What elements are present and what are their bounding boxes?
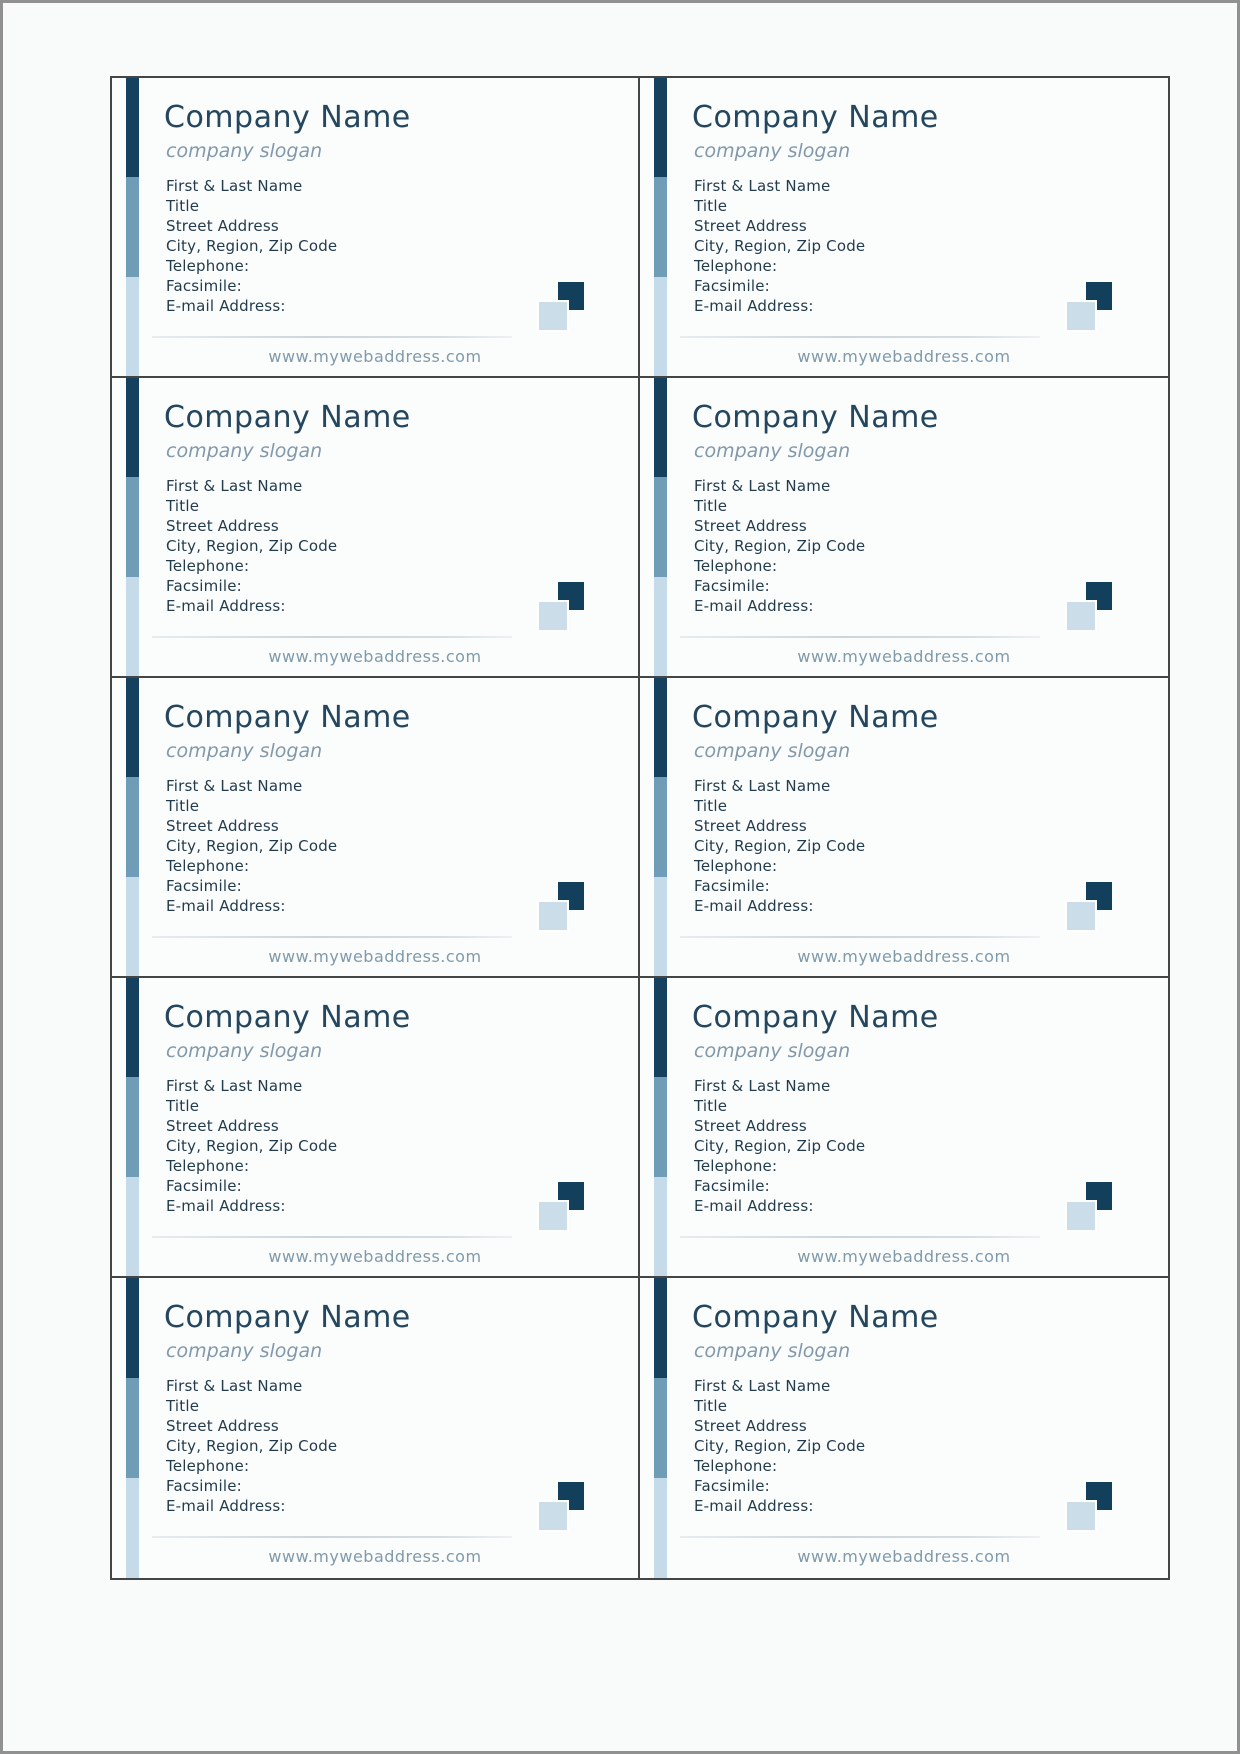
contact-line-street: Street Address [166, 1117, 279, 1135]
contact-line-city: City, Region, Zip Code [166, 837, 338, 855]
stripe-dark-segment [654, 378, 667, 477]
stripe-light-segment [126, 877, 139, 976]
contact-line-telephone: Telephone: [694, 257, 778, 275]
contact-block [694, 176, 865, 316]
contact-line-title: Title [694, 797, 728, 815]
stripe-dark-segment [126, 378, 139, 477]
contact-line-city: City, Region, Zip Code [166, 1437, 338, 1455]
company-name: Company Name [164, 400, 411, 435]
contact-line-facsimile: Facsimile: [694, 577, 770, 595]
business-card [112, 78, 640, 378]
square-light-decoration [537, 900, 569, 932]
stripe-medium-segment [654, 1077, 667, 1176]
stripe-medium-segment [654, 777, 667, 876]
square-light-decoration [1065, 600, 1097, 632]
divider-line [152, 636, 512, 638]
contact-line-facsimile: Facsimile: [694, 277, 770, 295]
stripe-light-segment [654, 1177, 667, 1276]
company-slogan: company slogan [166, 1340, 323, 1362]
contact-line-title: Title [694, 497, 728, 515]
stripe-dark-segment [126, 978, 139, 1077]
company-slogan: company slogan [166, 440, 323, 462]
contact-line-title: Title [166, 197, 200, 215]
contact-line-street: Street Address [694, 1417, 807, 1435]
contact-block [694, 1076, 865, 1216]
company-name: Company Name [692, 1300, 939, 1335]
contact-line-facsimile: Facsimile: [166, 1177, 242, 1195]
contact-line-email: E-mail Address: [694, 1497, 814, 1515]
company-name: Company Name [692, 1000, 939, 1035]
stripe-medium-segment [126, 477, 139, 576]
contact-line-street: Street Address [166, 217, 279, 235]
contact-line-telephone: Telephone: [694, 1457, 778, 1475]
stripe-medium-segment [654, 177, 667, 276]
contact-line-telephone: Telephone: [166, 857, 250, 875]
stripe-dark-segment [654, 1278, 667, 1378]
business-card [112, 1278, 640, 1578]
contact-line-street: Street Address [694, 217, 807, 235]
contact-line-city: City, Region, Zip Code [694, 537, 866, 555]
stripe-medium-segment [126, 1077, 139, 1176]
contact-line-name: First & Last Name [694, 1377, 831, 1395]
contact-line-email: E-mail Address: [694, 297, 814, 315]
stripe-light-segment [126, 1478, 139, 1578]
company-name: Company Name [164, 100, 411, 135]
contact-block [166, 1076, 337, 1216]
accent-stripe [126, 978, 139, 1276]
square-light-decoration [1065, 300, 1097, 332]
contact-line-name: First & Last Name [166, 1077, 303, 1095]
company-name: Company Name [164, 700, 411, 735]
accent-stripe [654, 1278, 667, 1578]
contact-line-street: Street Address [166, 1417, 279, 1435]
business-card [112, 978, 640, 1278]
contact-line-telephone: Telephone: [694, 857, 778, 875]
contact-line-title: Title [166, 1097, 200, 1115]
contact-line-name: First & Last Name [166, 777, 303, 795]
company-slogan: company slogan [694, 440, 851, 462]
divider-line [152, 1236, 512, 1238]
contact-line-email: E-mail Address: [694, 1197, 814, 1215]
company-slogan: company slogan [166, 740, 323, 762]
accent-stripe [654, 978, 667, 1276]
website-url: www.mywebaddress.com [797, 347, 1011, 366]
stripe-medium-segment [126, 777, 139, 876]
accent-stripe [654, 78, 667, 376]
stripe-dark-segment [654, 78, 667, 177]
accent-stripe [654, 678, 667, 976]
contact-line-name: First & Last Name [694, 177, 831, 195]
card-grid [110, 76, 1170, 1580]
divider-line [152, 936, 512, 938]
contact-line-telephone: Telephone: [694, 1157, 778, 1175]
contact-line-title: Title [166, 1397, 200, 1415]
business-card [640, 978, 1168, 1278]
stripe-dark-segment [126, 678, 139, 777]
contact-line-name: First & Last Name [694, 1077, 831, 1095]
contact-line-title: Title [166, 497, 200, 515]
contact-line-telephone: Telephone: [694, 557, 778, 575]
company-name: Company Name [692, 100, 939, 135]
stripe-dark-segment [126, 78, 139, 177]
contact-line-telephone: Telephone: [166, 557, 250, 575]
square-light-decoration [537, 300, 569, 332]
stripe-light-segment [126, 1177, 139, 1276]
accent-stripe [126, 378, 139, 676]
contact-line-email: E-mail Address: [166, 597, 286, 615]
contact-block [166, 776, 337, 916]
accent-stripe [654, 378, 667, 676]
stripe-light-segment [126, 277, 139, 376]
contact-block [166, 176, 337, 316]
website-url: www.mywebaddress.com [268, 647, 482, 666]
divider-line [680, 336, 1040, 338]
stripe-dark-segment [126, 1278, 139, 1378]
website-url: www.mywebaddress.com [797, 947, 1011, 966]
contact-block [694, 476, 865, 616]
website-url: www.mywebaddress.com [797, 647, 1011, 666]
square-light-decoration [537, 1200, 569, 1232]
contact-line-city: City, Region, Zip Code [694, 1437, 866, 1455]
business-card [640, 378, 1168, 678]
website-url: www.mywebaddress.com [268, 1547, 482, 1566]
company-slogan: company slogan [694, 740, 851, 762]
contact-line-city: City, Region, Zip Code [166, 237, 338, 255]
contact-line-name: First & Last Name [694, 777, 831, 795]
contact-line-city: City, Region, Zip Code [166, 537, 338, 555]
square-light-decoration [1065, 1500, 1097, 1532]
contact-line-title: Title [166, 797, 200, 815]
contact-line-facsimile: Facsimile: [694, 1477, 770, 1495]
stripe-light-segment [126, 577, 139, 676]
divider-line [680, 1236, 1040, 1238]
website-url: www.mywebaddress.com [797, 1247, 1011, 1266]
company-name: Company Name [692, 400, 939, 435]
accent-stripe [126, 678, 139, 976]
contact-block [166, 1376, 337, 1516]
contact-line-name: First & Last Name [166, 477, 303, 495]
contact-line-street: Street Address [694, 1117, 807, 1135]
contact-line-city: City, Region, Zip Code [694, 237, 866, 255]
contact-line-name: First & Last Name [166, 1377, 303, 1395]
accent-stripe [126, 1278, 139, 1578]
website-url: www.mywebaddress.com [268, 1247, 482, 1266]
contact-line-email: E-mail Address: [166, 1197, 286, 1215]
contact-line-facsimile: Facsimile: [166, 877, 242, 895]
contact-line-name: First & Last Name [694, 477, 831, 495]
company-slogan: company slogan [166, 140, 323, 162]
contact-block [694, 776, 865, 916]
contact-line-name: First & Last Name [166, 177, 303, 195]
contact-block [694, 1376, 865, 1516]
contact-line-street: Street Address [166, 817, 279, 835]
divider-line [680, 1536, 1040, 1538]
company-slogan: company slogan [694, 1040, 851, 1062]
company-name: Company Name [692, 700, 939, 735]
contact-line-telephone: Telephone: [166, 1457, 250, 1475]
divider-line [152, 336, 512, 338]
contact-line-facsimile: Facsimile: [166, 1477, 242, 1495]
stripe-light-segment [654, 277, 667, 376]
contact-line-telephone: Telephone: [166, 1157, 250, 1175]
contact-line-facsimile: Facsimile: [166, 577, 242, 595]
contact-line-email: E-mail Address: [166, 297, 286, 315]
contact-line-email: E-mail Address: [166, 897, 286, 915]
business-card [640, 1278, 1168, 1578]
stripe-light-segment [654, 577, 667, 676]
contact-line-city: City, Region, Zip Code [694, 1137, 866, 1155]
company-slogan: company slogan [694, 1340, 851, 1362]
contact-line-email: E-mail Address: [694, 597, 814, 615]
company-slogan: company slogan [694, 140, 851, 162]
stripe-light-segment [654, 877, 667, 976]
square-light-decoration [537, 1500, 569, 1532]
contact-line-street: Street Address [694, 517, 807, 535]
website-url: www.mywebaddress.com [797, 1547, 1011, 1566]
stripe-medium-segment [126, 1378, 139, 1478]
contact-line-facsimile: Facsimile: [166, 277, 242, 295]
divider-line [152, 1536, 512, 1538]
contact-line-facsimile: Facsimile: [694, 1177, 770, 1195]
contact-line-city: City, Region, Zip Code [694, 837, 866, 855]
contact-line-email: E-mail Address: [166, 1497, 286, 1515]
business-card [640, 78, 1168, 378]
contact-line-street: Street Address [166, 517, 279, 535]
stripe-dark-segment [654, 678, 667, 777]
company-slogan: company slogan [166, 1040, 323, 1062]
website-url: www.mywebaddress.com [268, 947, 482, 966]
business-card [112, 378, 640, 678]
divider-line [680, 636, 1040, 638]
contact-line-title: Title [694, 1397, 728, 1415]
square-light-decoration [537, 600, 569, 632]
company-name: Company Name [164, 1000, 411, 1035]
square-light-decoration [1065, 1200, 1097, 1232]
contact-block [166, 476, 337, 616]
stripe-light-segment [654, 1478, 667, 1578]
contact-line-telephone: Telephone: [166, 257, 250, 275]
company-name: Company Name [164, 1300, 411, 1335]
business-card [112, 678, 640, 978]
website-url: www.mywebaddress.com [268, 347, 482, 366]
stripe-medium-segment [654, 477, 667, 576]
contact-line-city: City, Region, Zip Code [166, 1137, 338, 1155]
square-light-decoration [1065, 900, 1097, 932]
divider-line [680, 936, 1040, 938]
accent-stripe [126, 78, 139, 376]
business-card [640, 678, 1168, 978]
contact-line-title: Title [694, 1097, 728, 1115]
stripe-dark-segment [654, 978, 667, 1077]
stripe-medium-segment [126, 177, 139, 276]
stripe-medium-segment [654, 1378, 667, 1478]
contact-line-email: E-mail Address: [694, 897, 814, 915]
contact-line-street: Street Address [694, 817, 807, 835]
contact-line-facsimile: Facsimile: [694, 877, 770, 895]
contact-line-title: Title [694, 197, 728, 215]
